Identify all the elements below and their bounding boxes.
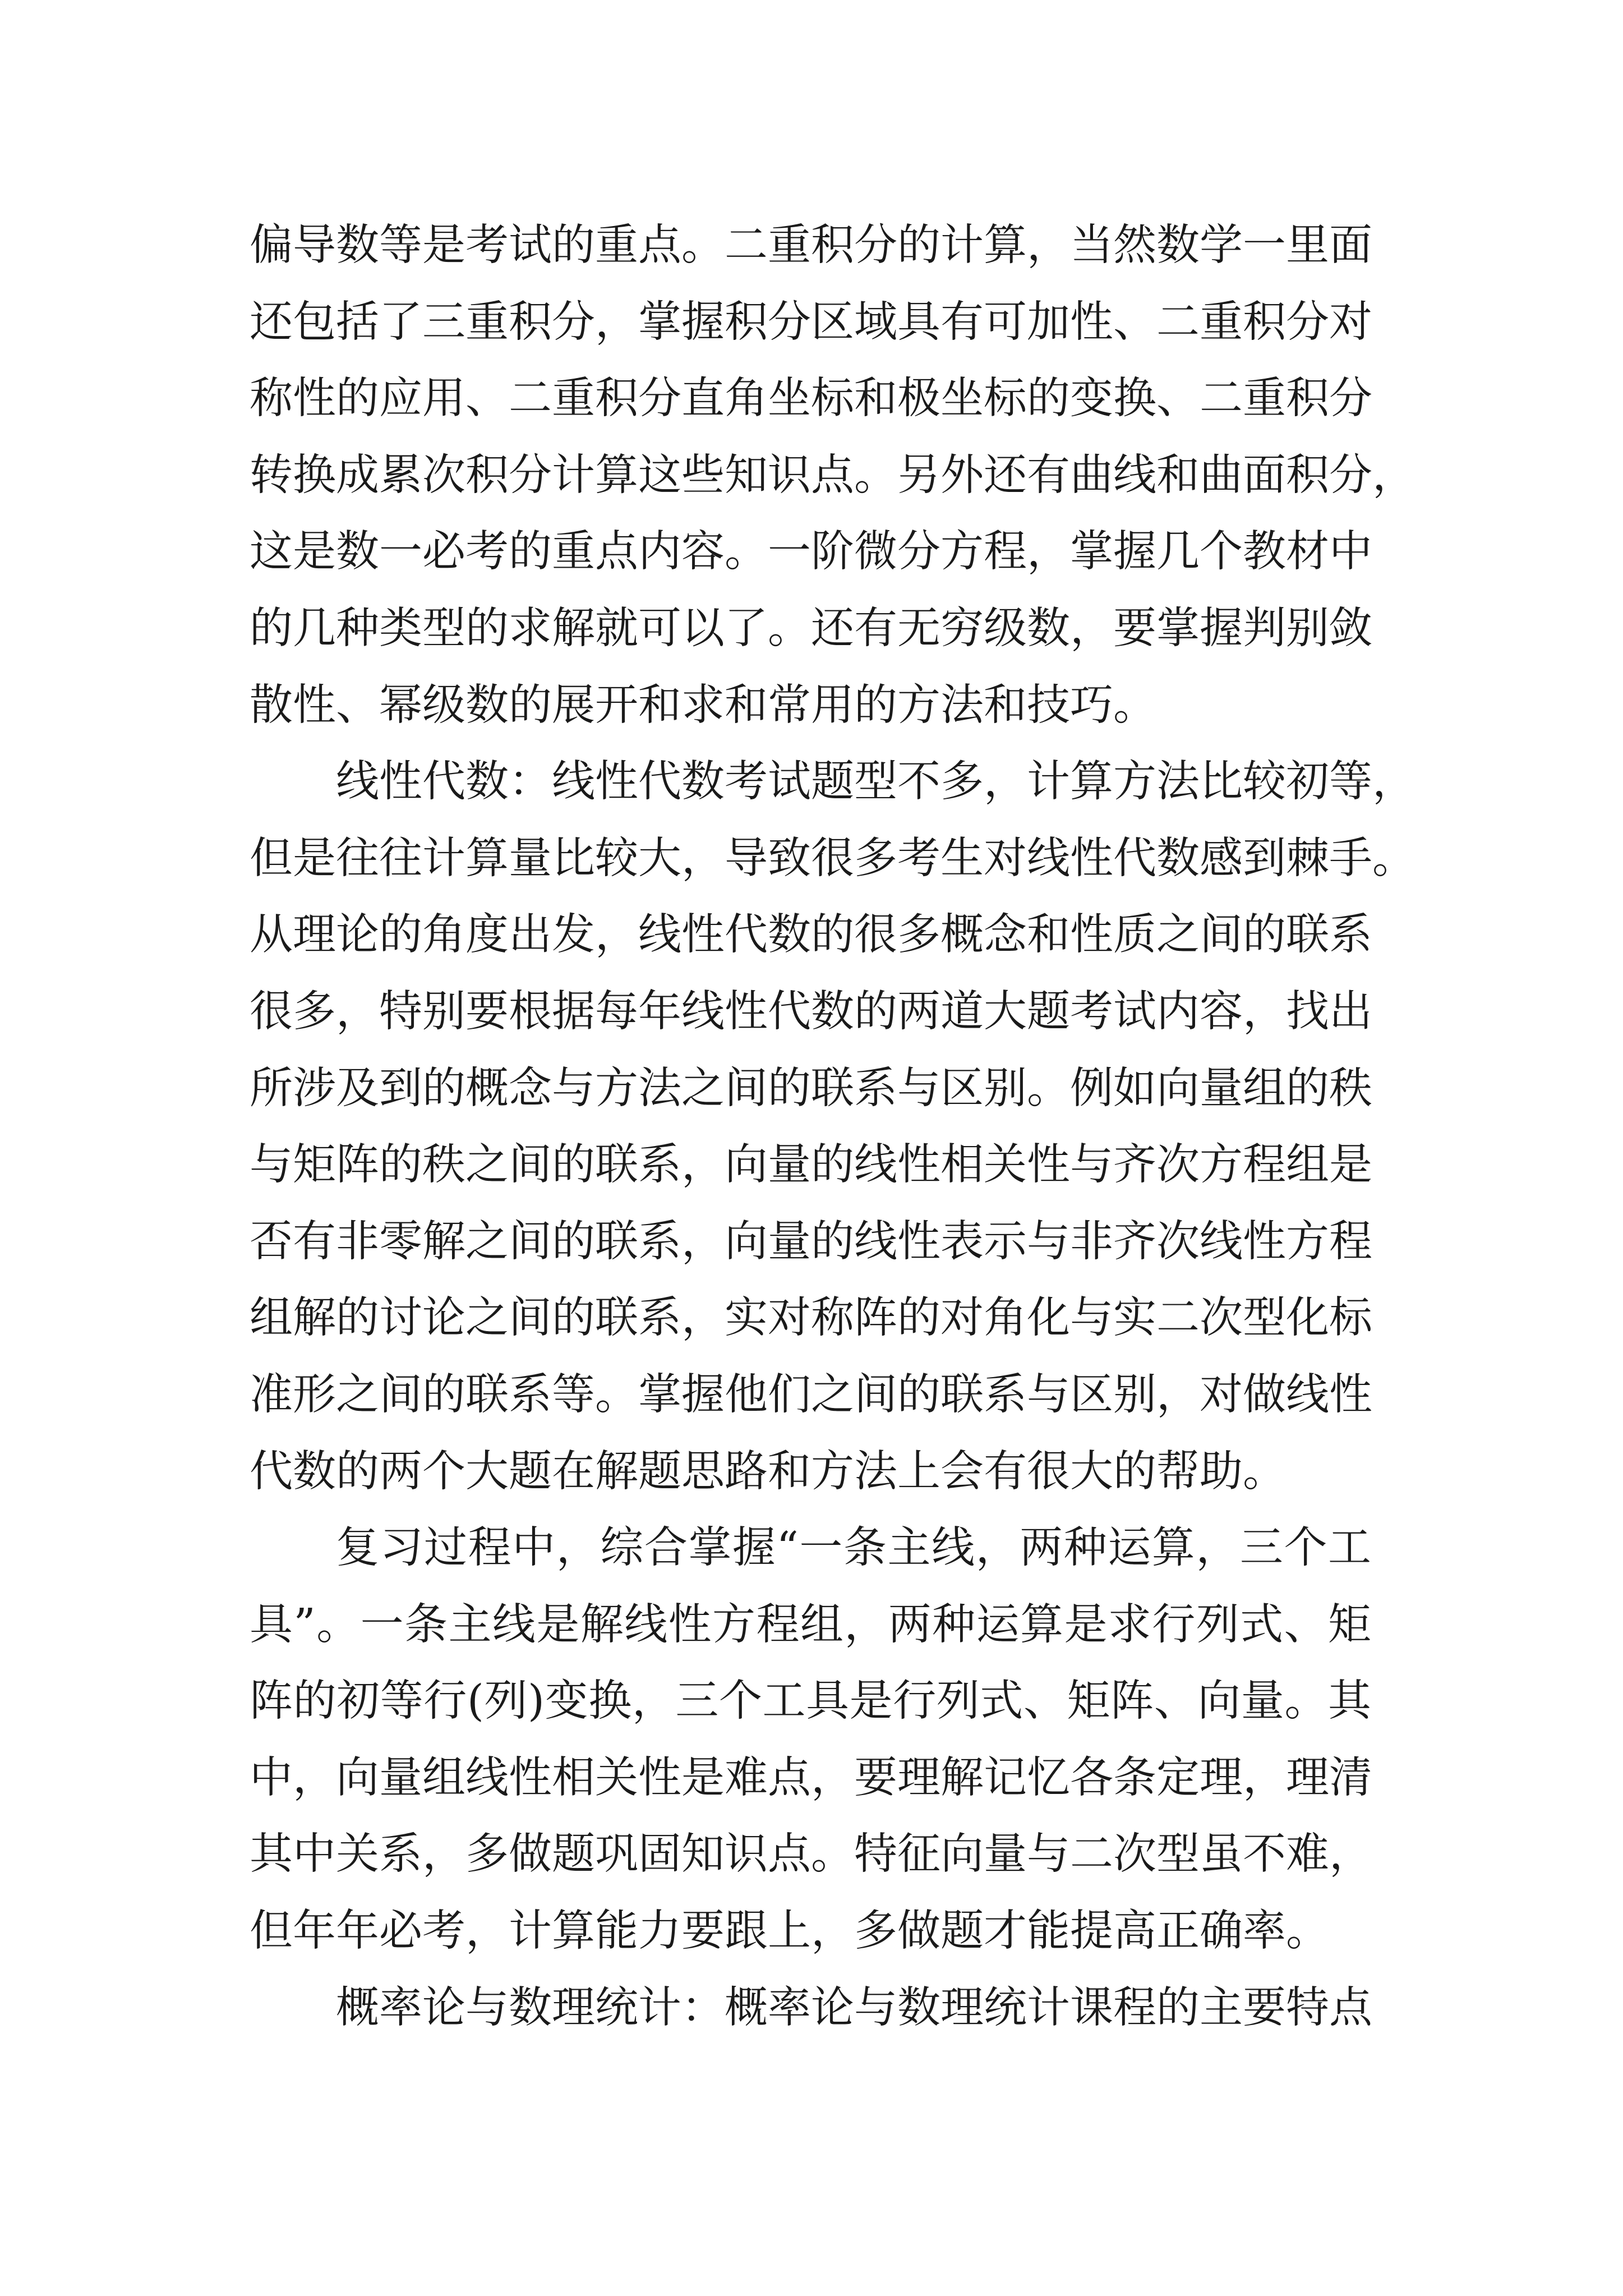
text-line: 散性、幂级数的展开和求和常用的方法和技巧。 — [250, 680, 1156, 730]
text-line: 中，向量组线性相关性是难点，要理解记忆各条定理，理清 — [250, 1752, 1372, 1803]
text-line: 代数的两个大题在解题思路和方法上会有很大的帮助。 — [250, 1446, 1286, 1497]
text-line: 很多，特别要根据每年线性代数的两道大题考试内容，找出 — [250, 986, 1372, 1037]
text-line: 但是往往计算量比较大，导致很多考生对线性代数感到棘手。 — [250, 833, 1415, 884]
text-line: 阵的初等行(列)变换，三个工具是行列式、矩阵、向量。其 — [250, 1676, 1371, 1727]
text-line: 偏导数等是考试的重点。二重积分的计算，当然数学一里面 — [250, 220, 1372, 270]
text-line: 但年年必考，计算能力要跟上，多做题才能提高正确率。 — [250, 1906, 1329, 1957]
text-line: 称性的应用、二重积分直角坐标和极坐标的变换、二重积分 — [250, 374, 1372, 424]
text-line: 这是数一必考的重点内容。一阶微分方程，掌握几个教材中 — [250, 527, 1372, 577]
text-line: 与矩阵的秩之间的联系，向量的线性相关性与齐次方程组是 — [250, 1140, 1372, 1190]
text-line: 转换成累次积分计算这些知识点。另外还有曲线和曲面积分， — [250, 450, 1415, 500]
text-line: 准形之间的联系等。掌握他们之间的联系与区别，对做线性 — [250, 1369, 1372, 1420]
text-line: 还包括了三重积分，掌握积分区域具有可加性、二重积分对 — [250, 297, 1372, 347]
text-line: 所涉及到的概念与方法之间的联系与区别。例如向量组的秩 — [250, 1063, 1372, 1114]
text-line: 从理论的角度出发，线性代数的很多概念和性质之间的联系 — [250, 910, 1372, 960]
text-line: 其中关系，多做题巩固知识点。特征向量与二次型虽不难， — [250, 1829, 1372, 1880]
paragraph-start-line: 线性代数：线性代数考试题型不多，计算方法比较初等， — [336, 757, 1415, 807]
text-line: 否有非零解之间的联系，向量的线性表示与非齐次线性方程 — [250, 1216, 1372, 1267]
text-line: 具”。一条主线是解线性方程组，两种运算是求行列式、矩 — [250, 1599, 1371, 1650]
paragraph-start-line: 复习过程中，综合掌握“一条主线，两种运算，三个工 — [336, 1523, 1371, 1573]
text-line: 的几种类型的求解就可以了。还有无穷级数，要掌握判别敛 — [250, 603, 1372, 654]
paragraph-start-line: 概率论与数理统计：概率论与数理统计课程的主要特点 — [336, 1982, 1372, 2033]
body-text — [250, 208, 1415, 2046]
text-line: 组解的讨论之间的联系，实对称阵的对角化与实二次型化标 — [250, 1293, 1372, 1343]
